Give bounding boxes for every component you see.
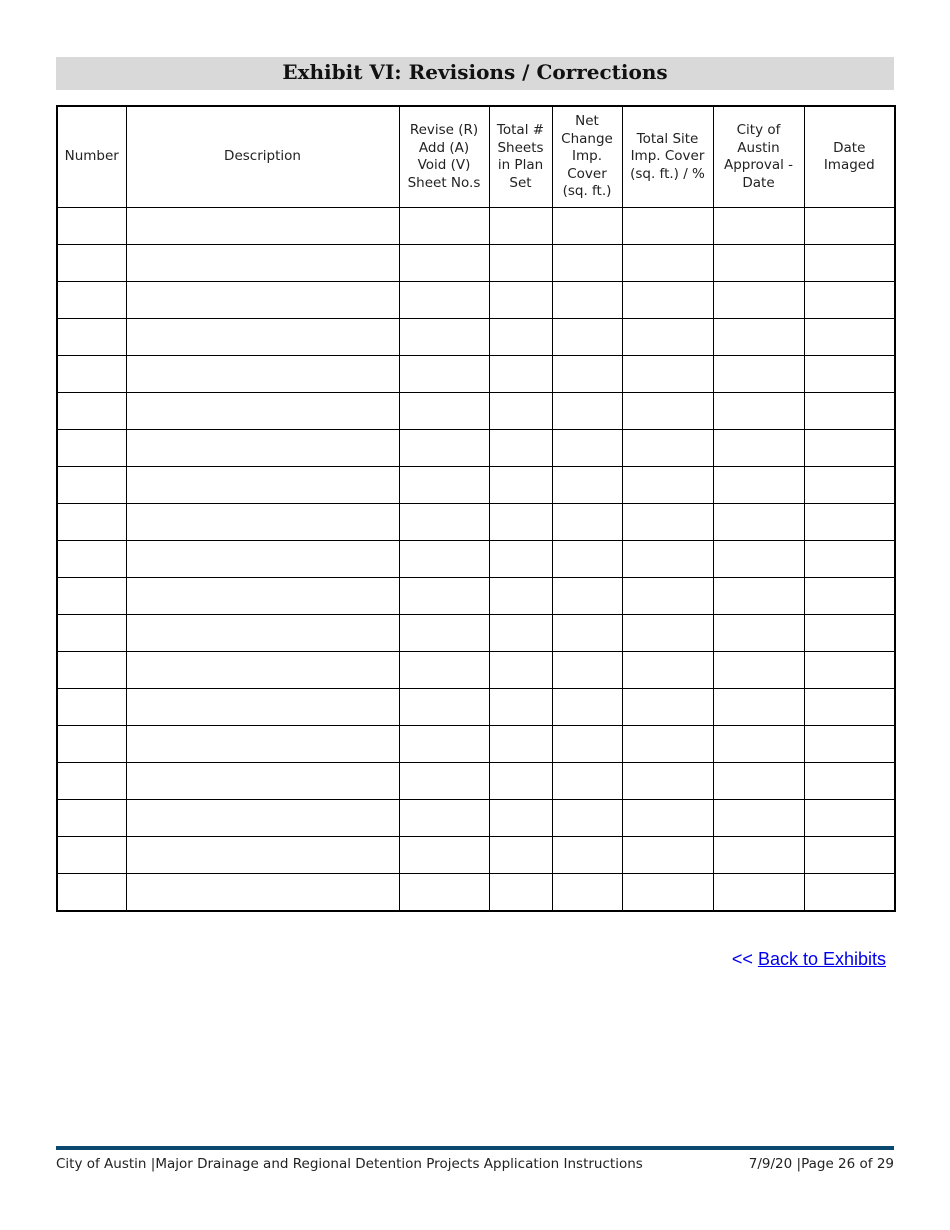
table-row xyxy=(57,245,895,282)
table-cell[interactable] xyxy=(126,615,399,652)
table-cell[interactable] xyxy=(804,467,895,504)
table-cell[interactable] xyxy=(126,208,399,245)
table-cell[interactable] xyxy=(399,800,489,837)
table-cell[interactable] xyxy=(399,541,489,578)
table-cell[interactable] xyxy=(622,541,713,578)
table-cell[interactable] xyxy=(126,578,399,615)
table-cell[interactable] xyxy=(57,615,126,652)
table-cell[interactable] xyxy=(57,800,126,837)
table-row xyxy=(57,282,895,319)
table-cell[interactable] xyxy=(713,578,804,615)
table-cell[interactable] xyxy=(489,578,552,615)
table-cell[interactable] xyxy=(399,874,489,912)
table-cell[interactable] xyxy=(804,837,895,874)
table-cell[interactable] xyxy=(399,726,489,763)
table-cell[interactable] xyxy=(804,319,895,356)
table-cell[interactable] xyxy=(489,615,552,652)
table-cell[interactable] xyxy=(57,245,126,282)
table-cell[interactable] xyxy=(804,208,895,245)
table-cell[interactable] xyxy=(489,874,552,912)
table-row xyxy=(57,763,895,800)
table-cell[interactable] xyxy=(489,356,552,393)
table-cell[interactable] xyxy=(57,652,126,689)
column-header: Date Imaged xyxy=(804,106,895,208)
table-cell[interactable] xyxy=(399,467,489,504)
table-cell[interactable] xyxy=(126,652,399,689)
table-cell[interactable] xyxy=(713,282,804,319)
table-cell[interactable] xyxy=(552,319,622,356)
table-cell[interactable] xyxy=(489,430,552,467)
table-row xyxy=(57,689,895,726)
table-cell[interactable] xyxy=(126,689,399,726)
table-cell[interactable] xyxy=(804,800,895,837)
table-cell[interactable] xyxy=(552,652,622,689)
table-cell[interactable] xyxy=(552,837,622,874)
revisions-table xyxy=(56,105,896,912)
table-cell[interactable] xyxy=(399,282,489,319)
column-header: Net Change Imp. Cover (sq. ft.) xyxy=(552,106,622,208)
table-cell[interactable] xyxy=(622,615,713,652)
table-cell[interactable] xyxy=(57,578,126,615)
table-cell[interactable] xyxy=(552,541,622,578)
table-cell[interactable] xyxy=(622,800,713,837)
table-cell[interactable] xyxy=(399,356,489,393)
table-cell[interactable] xyxy=(399,208,489,245)
table-cell[interactable] xyxy=(552,356,622,393)
exhibit-title: Exhibit VI: Revisions / Corrections xyxy=(56,57,894,90)
table-cell[interactable] xyxy=(489,652,552,689)
table-cell[interactable] xyxy=(489,245,552,282)
table-cell[interactable] xyxy=(126,356,399,393)
table-cell[interactable] xyxy=(552,874,622,912)
table-row xyxy=(57,356,895,393)
table-cell[interactable] xyxy=(713,726,804,763)
table-cell[interactable] xyxy=(57,874,126,912)
table-cell[interactable] xyxy=(804,282,895,319)
table-cell[interactable] xyxy=(552,800,622,837)
table-cell[interactable] xyxy=(57,319,126,356)
table-cell[interactable] xyxy=(57,689,126,726)
table-cell[interactable] xyxy=(399,430,489,467)
table-cell[interactable] xyxy=(804,874,895,912)
column-header: City of Austin Approval - Date xyxy=(713,106,804,208)
table-cell[interactable] xyxy=(713,763,804,800)
table-cell[interactable] xyxy=(622,504,713,541)
table-row xyxy=(57,578,895,615)
table-cell[interactable] xyxy=(126,245,399,282)
column-header: Total Site Imp. Cover (sq. ft.) / % xyxy=(622,106,713,208)
footer-right: 7/9/20 |Page 26 of 29 xyxy=(748,1156,894,1172)
table-cell[interactable] xyxy=(713,800,804,837)
table-cell[interactable] xyxy=(126,393,399,430)
table-cell[interactable] xyxy=(713,504,804,541)
table-cell[interactable] xyxy=(57,763,126,800)
table-cell[interactable] xyxy=(622,245,713,282)
table-cell[interactable] xyxy=(622,874,713,912)
table-cell[interactable] xyxy=(622,726,713,763)
table-cell[interactable] xyxy=(713,319,804,356)
table-cell[interactable] xyxy=(552,504,622,541)
back-arrow: << xyxy=(731,949,758,969)
table-cell[interactable] xyxy=(713,541,804,578)
table-cell[interactable] xyxy=(804,763,895,800)
table-cell[interactable] xyxy=(552,726,622,763)
table-row xyxy=(57,726,895,763)
table-cell[interactable] xyxy=(804,504,895,541)
table-cell[interactable] xyxy=(713,467,804,504)
table-cell[interactable] xyxy=(804,541,895,578)
table-cell[interactable] xyxy=(57,541,126,578)
table-row xyxy=(57,541,895,578)
table-cell[interactable] xyxy=(552,763,622,800)
table-cell[interactable] xyxy=(622,430,713,467)
table-cell[interactable] xyxy=(804,689,895,726)
table-cell[interactable] xyxy=(622,282,713,319)
table-cell[interactable] xyxy=(126,467,399,504)
table-cell[interactable] xyxy=(713,245,804,282)
table-cell[interactable] xyxy=(399,245,489,282)
table-cell[interactable] xyxy=(622,578,713,615)
table-cell[interactable] xyxy=(713,874,804,912)
table-cell[interactable] xyxy=(713,208,804,245)
table-row xyxy=(57,467,895,504)
back-to-exhibits-link[interactable]: Back to Exhibits xyxy=(757,949,886,969)
table-cell[interactable] xyxy=(622,319,713,356)
table-cell[interactable] xyxy=(126,800,399,837)
table-cell[interactable] xyxy=(622,652,713,689)
table-row xyxy=(57,430,895,467)
table-cell[interactable] xyxy=(57,430,126,467)
table-cell[interactable] xyxy=(552,245,622,282)
table-cell[interactable] xyxy=(552,689,622,726)
table-cell[interactable] xyxy=(552,282,622,319)
table-cell[interactable] xyxy=(489,541,552,578)
table-cell[interactable] xyxy=(552,393,622,430)
table-cell[interactable] xyxy=(804,356,895,393)
table-cell[interactable] xyxy=(713,837,804,874)
table-cell[interactable] xyxy=(622,763,713,800)
table-cell[interactable] xyxy=(552,208,622,245)
table-cell[interactable] xyxy=(804,430,895,467)
table-cell[interactable] xyxy=(126,504,399,541)
table-cell[interactable] xyxy=(57,208,126,245)
table-cell[interactable] xyxy=(489,504,552,541)
table-cell[interactable] xyxy=(552,430,622,467)
table-cell[interactable] xyxy=(399,689,489,726)
back-to-exhibits[interactable] xyxy=(732,949,886,970)
table-cell[interactable] xyxy=(552,467,622,504)
column-header: Number xyxy=(57,106,126,208)
table-cell[interactable] xyxy=(57,467,126,504)
table-cell[interactable] xyxy=(399,837,489,874)
table-cell[interactable] xyxy=(804,615,895,652)
table-row xyxy=(57,652,895,689)
table-row xyxy=(57,874,895,912)
table-cell[interactable] xyxy=(489,467,552,504)
table-row xyxy=(57,504,895,541)
table-cell[interactable] xyxy=(622,356,713,393)
column-header: Total # Sheets in Plan Set xyxy=(489,106,552,208)
table-cell[interactable] xyxy=(57,393,126,430)
table-cell[interactable] xyxy=(399,319,489,356)
table-row xyxy=(57,393,895,430)
table-row xyxy=(57,208,895,245)
table-cell[interactable] xyxy=(57,837,126,874)
table-cell[interactable] xyxy=(622,467,713,504)
table-cell[interactable] xyxy=(399,615,489,652)
table-cell[interactable] xyxy=(489,208,552,245)
table-cell[interactable] xyxy=(399,652,489,689)
table-cell[interactable] xyxy=(489,689,552,726)
table-cell[interactable] xyxy=(489,726,552,763)
table-cell[interactable] xyxy=(489,763,552,800)
table-cell[interactable] xyxy=(399,763,489,800)
table-cell[interactable] xyxy=(399,504,489,541)
table-cell[interactable] xyxy=(552,578,622,615)
table-cell[interactable] xyxy=(804,726,895,763)
column-header: Revise (R) Add (A) Void (V) Sheet No.s xyxy=(399,106,489,208)
table-row xyxy=(57,615,895,652)
table-cell[interactable] xyxy=(126,430,399,467)
table-cell[interactable] xyxy=(57,504,126,541)
table-cell[interactable] xyxy=(57,356,126,393)
table-cell[interactable] xyxy=(126,319,399,356)
table-cell[interactable] xyxy=(713,430,804,467)
table-cell[interactable] xyxy=(622,837,713,874)
table-cell[interactable] xyxy=(489,800,552,837)
table-cell[interactable] xyxy=(126,763,399,800)
table-cell[interactable] xyxy=(489,393,552,430)
table-cell[interactable] xyxy=(622,393,713,430)
table-cell[interactable] xyxy=(126,726,399,763)
header-row xyxy=(57,106,895,208)
table-cell[interactable] xyxy=(126,874,399,912)
table-row xyxy=(57,319,895,356)
table-cell[interactable] xyxy=(804,245,895,282)
table-cell[interactable] xyxy=(804,652,895,689)
table-cell[interactable] xyxy=(552,615,622,652)
table-cell[interactable] xyxy=(713,652,804,689)
table-cell[interactable] xyxy=(804,578,895,615)
table-cell[interactable] xyxy=(713,615,804,652)
table-cell[interactable] xyxy=(57,726,126,763)
table-cell[interactable] xyxy=(57,282,126,319)
column-header: Description xyxy=(126,106,399,208)
table-cell[interactable] xyxy=(713,393,804,430)
table-cell[interactable] xyxy=(126,282,399,319)
table-cell[interactable] xyxy=(126,541,399,578)
table-cell[interactable] xyxy=(489,319,552,356)
table-cell[interactable] xyxy=(399,393,489,430)
table-row xyxy=(57,837,895,874)
table-row xyxy=(57,800,895,837)
table-cell[interactable] xyxy=(489,282,552,319)
footer-left: City of Austin |Major Drainage and Regional Detention Projects Application Instructions xyxy=(56,1156,643,1172)
table-cell[interactable] xyxy=(399,578,489,615)
table-cell[interactable] xyxy=(804,393,895,430)
table-cell[interactable] xyxy=(126,837,399,874)
footer-rule xyxy=(56,1146,894,1150)
table-cell[interactable] xyxy=(713,689,804,726)
table-cell[interactable] xyxy=(489,837,552,874)
table-cell[interactable] xyxy=(713,356,804,393)
table-cell[interactable] xyxy=(622,208,713,245)
table-cell[interactable] xyxy=(622,689,713,726)
